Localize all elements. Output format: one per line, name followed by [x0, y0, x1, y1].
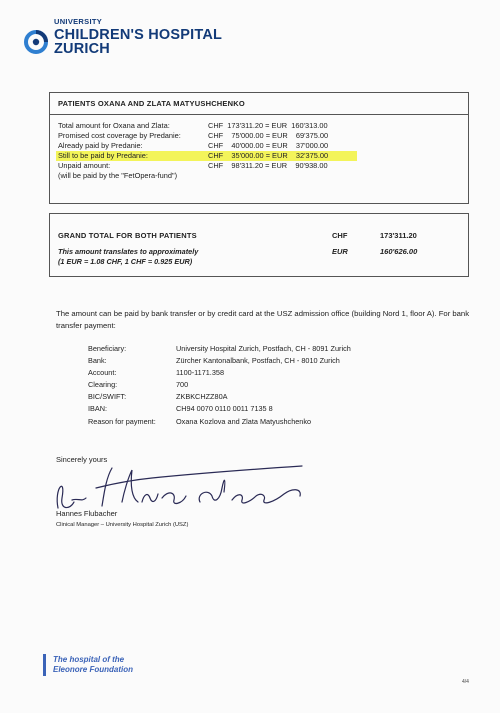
signer-name: Hannes Flubacher — [56, 509, 118, 518]
conversion-note-line2: (1 EUR = 1.08 CHF, 1 CHF = 0.925 EUR) — [58, 257, 193, 266]
grand-total-chf-value: 173'311.20 — [380, 231, 417, 240]
bank-value: University Hospital Zurich, Postfach, CH - 8091 Zurich — [176, 344, 351, 353]
grand-total-eur-value: 160'626.00 — [380, 247, 418, 256]
footer-line2: Eleonore Foundation — [53, 665, 133, 674]
hospital-logo-icon — [24, 30, 48, 54]
amount-row-unpaid — [58, 161, 468, 171]
amount-value: CHF 35'000.00 = EUR 32'375.00 — [208, 151, 329, 160]
amount-note: (will be paid by the "FetOpera-fund") — [58, 171, 178, 180]
bank-key: Bank: — [88, 356, 107, 366]
patients-box — [49, 92, 469, 204]
conversion-note — [58, 247, 198, 267]
bank-value: CH94 0070 0110 0011 7135 8 — [176, 404, 273, 414]
amount-label: Already paid by Predanie: — [58, 141, 143, 150]
signer-title: Clinical Manager – University Hospital Zurich (USZ) — [56, 522, 189, 528]
bank-value: 700 — [176, 380, 189, 390]
grand-total-eur-currency: EUR — [332, 247, 348, 256]
amount-value: CHF 75'000.00 = EUR 69'375.00 — [208, 131, 329, 140]
bank-key: Account: — [88, 368, 117, 378]
grand-total-box — [49, 213, 469, 277]
bank-value: ZKBKCHZZ80A — [176, 392, 228, 402]
amount-value: CHF 98'311.20 = EUR 90'938.00 — [208, 161, 328, 170]
conversion-note-line1: This amount translates to approximately — [58, 247, 199, 256]
amount-row-already-paid — [58, 141, 468, 151]
patients-box-title: PATIENTS OXANA AND ZLATA MATYUSHCHENKO — [50, 93, 468, 115]
amount-value: CHF 40'000.00 = EUR 37'000.00 — [208, 141, 329, 150]
logo-university: UNIVERSITY — [54, 17, 103, 26]
grand-total-chf-currency: CHF — [332, 231, 348, 240]
amounts-list — [50, 115, 468, 181]
amount-row-still-to-pay — [58, 151, 468, 161]
amount-row-total — [58, 121, 468, 131]
footer-accent-bar — [43, 654, 46, 676]
bank-key: Beneficiary: — [88, 344, 127, 353]
logo-line1: CHILDREN'S HOSPITAL — [54, 26, 223, 43]
bank-key: Clearing: — [88, 380, 118, 390]
amount-label: Promised cost coverage by Predanie: — [58, 131, 181, 140]
bank-key: Reason for payment: — [88, 416, 156, 426]
bank-key: BIC/SWIFT: — [88, 392, 127, 402]
bank-value: Oxana Kozlova and Zlata Matyushchenko — [176, 416, 312, 426]
bank-value: 1100-1171.358 — [176, 368, 225, 378]
amount-label: Total amount for Oxana and Zlata: — [58, 121, 170, 130]
amount-row-note — [58, 171, 468, 181]
grand-total-title: GRAND TOTAL FOR BOTH PATIENTS — [58, 231, 197, 240]
amount-label: Still to be paid by Predanie: — [58, 151, 148, 160]
logo-line2: ZURICH — [54, 41, 110, 57]
bank-key: IBAN: — [88, 404, 108, 414]
amount-row-promised — [58, 131, 468, 141]
page-number: 4/4 — [462, 679, 469, 685]
footer-line1: The hospital of the — [53, 655, 125, 664]
payment-paragraph: The amount can be paid by bank transfer or by credit card at the USZ admission office (building Nord 1, floor A). For bank transfer payment: — [56, 309, 470, 330]
amount-value: CHF 173'311.20 = EUR 160'313.00 — [208, 121, 328, 130]
bank-value: Zürcher Kantonalbank, Postfach, CH - 8010 Zurich — [176, 356, 340, 366]
amount-label: Unpaid amount: — [58, 161, 111, 170]
closing-salutation: Sincerely yours — [56, 455, 108, 464]
